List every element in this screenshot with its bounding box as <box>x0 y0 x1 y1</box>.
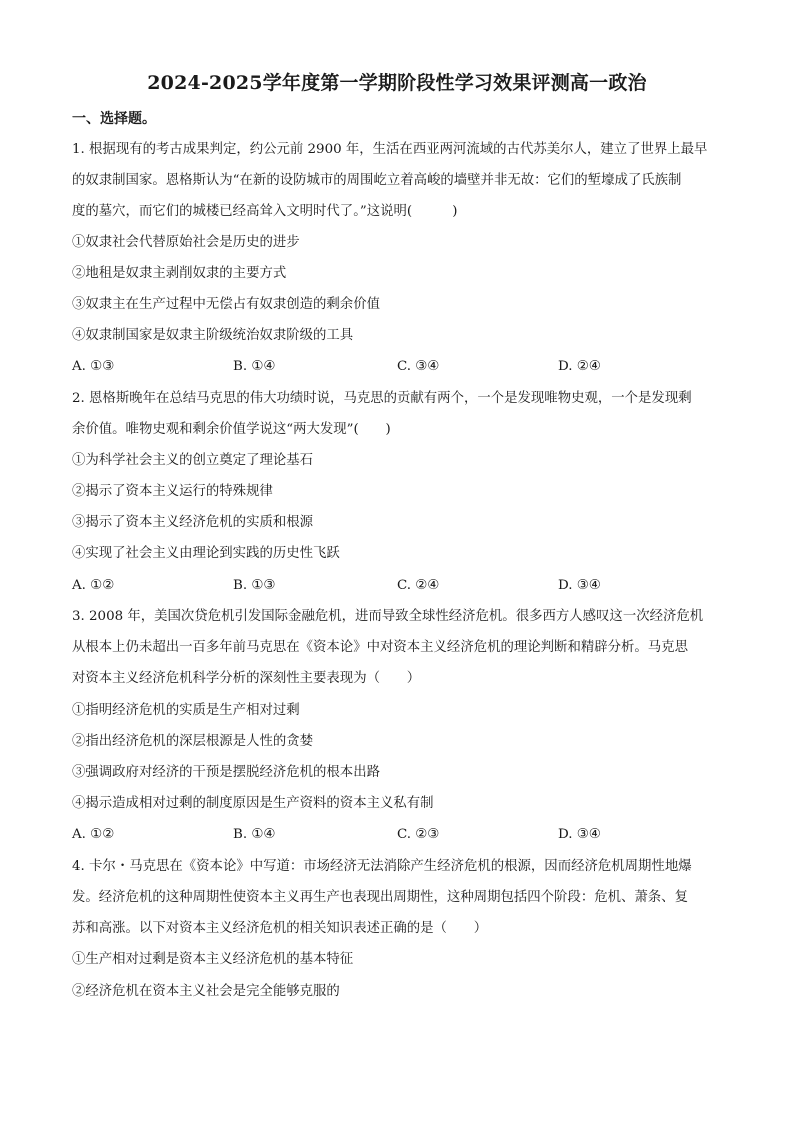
answer-options <box>72 825 724 845</box>
option-d[interactable]: D. ③④ <box>558 827 601 842</box>
option-c[interactable]: C. ②④ <box>397 578 440 593</box>
option-b[interactable]: B. ①④ <box>233 827 276 842</box>
question-text: 对资本主义经济危机科学分析的深刻性主要表现为（ ） <box>72 671 421 686</box>
statement: ②经济危机在资本主义社会是完全能够克服的 <box>72 984 340 999</box>
option-c[interactable]: C. ②③ <box>397 827 440 842</box>
statement: ①为科学社会主义的创立奠定了理论基石 <box>72 453 314 468</box>
statement: ④奴隶制国家是奴隶主阶级统治奴隶阶级的工具 <box>72 328 354 343</box>
statement: ②地租是奴隶主剥削奴隶的主要方式 <box>72 266 287 281</box>
page-title: 2024-2025学年度第一学期阶段性学习效果评测高一政治 <box>147 72 647 94</box>
question-text: 发。经济危机的这种周期性使资本主义再生产也表现出周期性，这种周期包括四个阶段：危机、萧条、复 <box>72 890 688 905</box>
section-heading: 一、选择题。 <box>72 111 156 127</box>
question-text: 度的墓穴，而它们的城楼已经高耸入文明时代了。”这说明( ) <box>72 204 458 219</box>
statement: ④揭示造成相对过剩的制度原因是生产资料的资本主义私有制 <box>72 796 434 811</box>
question-text: 余价值。唯物史观和剩余价值学说这“两大发现”( ) <box>72 422 391 437</box>
statement: ②揭示了资本主义运行的特殊规律 <box>72 484 273 499</box>
option-d[interactable]: D. ③④ <box>558 578 601 593</box>
statement: ③奴隶主在生产过程中无偿占有奴隶创造的剩余价值 <box>72 297 380 312</box>
question-text: 3. 2008 年，美国次贷危机引发国际金融危机，进而导致全球性经济危机。很多西方人感叹这一次经济危机 <box>72 609 704 624</box>
answer-options <box>72 576 724 596</box>
option-b[interactable]: B. ①③ <box>233 578 276 593</box>
question-text: 从根本上仍未超出一百多年前马克思在《资本论》中对资本主义经济危机的理论判断和精辟分析。马克思 <box>72 640 688 655</box>
question-text: 4. 卡尔・马克思在《资本论》中写道：市场经济无法消除产生经济危机的根源，因而经济危机周期性地爆 <box>72 859 692 874</box>
question-text: 2. 恩格斯晚年在总结马克思的伟大功绩时说，马克思的贡献有两个，一个是发现唯物史观，一个是发现剩 <box>72 391 692 406</box>
statement: ③揭示了资本主义经济危机的实质和根源 <box>72 515 314 530</box>
question-text: 1. 根据现有的考古成果判定，约公元前 2900 年，生活在西亚两河流域的古代苏美尔人，建立了世界上最早 <box>72 142 708 157</box>
statement: ①指明经济危机的实质是生产相对过剩 <box>72 703 300 718</box>
statement: ④实现了社会主义由理论到实践的历史性飞跃 <box>72 546 340 561</box>
statement: ①生产相对过剩是资本主义经济危机的基本特征 <box>72 952 354 967</box>
option-d[interactable]: D. ②④ <box>558 359 601 374</box>
statement: ①奴隶社会代替原始社会是历史的进步 <box>72 235 300 250</box>
option-a[interactable]: A. ①③ <box>72 359 115 374</box>
option-c[interactable]: C. ③④ <box>397 359 440 374</box>
option-a[interactable]: A. ①② <box>72 578 115 593</box>
question-text: 苏和高涨。以下对资本主义经济危机的相关知识表述正确的是（ ） <box>72 921 488 936</box>
statement: ③强调政府对经济的干预是摆脱经济危机的根本出路 <box>72 765 380 780</box>
option-b[interactable]: B. ①④ <box>233 359 276 374</box>
answer-options <box>72 357 724 377</box>
option-a[interactable]: A. ①② <box>72 827 115 842</box>
question-text: 的奴隶制国家。恩格斯认为“在新的设防城市的周围屹立着高峻的墙壁并非无故：它们的堑壕成了氏族制 <box>72 173 682 188</box>
statement: ②指出经济危机的深层根源是人性的贪婪 <box>72 734 314 749</box>
